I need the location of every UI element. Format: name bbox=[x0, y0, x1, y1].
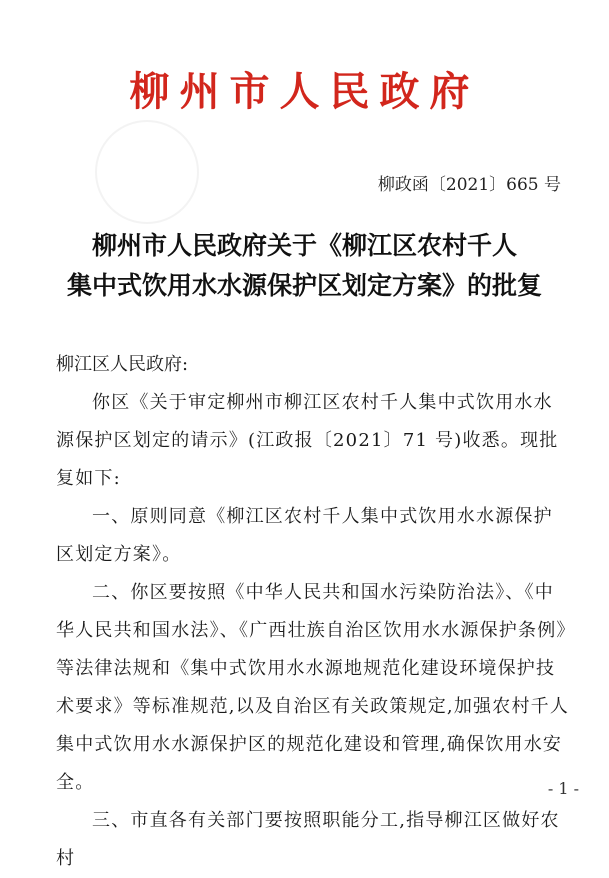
paragraph-item-2: 二、你区要按照《中华人民共和国水污染防治法》、《中华人民共和国水法》、《广西壮族自治区饮用水水源保护条例》等法律法规和《集中式饮用水水源地规范化建设环境保护技术要求》等标准规范,以及自治区有关政策规定,加强农村千人集中式饮用水水源保护区的规范化建设和管理,确保饮用水安全。 bbox=[56, 582, 570, 793]
document-title bbox=[0, 226, 609, 306]
page-number: - 1 - bbox=[547, 779, 579, 798]
paragraph-item-1: 一、原则同意《柳江区农村千人集中式饮用水水源保护区划定方案》。 bbox=[56, 506, 553, 565]
salutation: 柳江区人民政府: bbox=[56, 354, 189, 375]
faint-seal-watermark bbox=[95, 120, 199, 224]
issuer-header: 柳州市人民政府 bbox=[129, 68, 480, 115]
title-line-2: 集中式饮用水水源保护区划定方案》的批复 bbox=[66, 271, 542, 300]
document-body bbox=[56, 346, 571, 878]
paragraph-item-3: 三、市直各有关部门要按照职能分工,指导柳江区做好农村 bbox=[56, 810, 560, 869]
document-number: 柳政函〔2021〕665 号 bbox=[377, 175, 561, 195]
title-line-1: 柳州市人民政府关于《柳江区农村千人 bbox=[91, 231, 517, 260]
paragraph-request: 你区《关于审定柳州市柳江区农村千人集中式饮用水水源保护区划定的请示》(江政报〔2021〕71 号)收悉。现批复如下: bbox=[56, 392, 559, 489]
